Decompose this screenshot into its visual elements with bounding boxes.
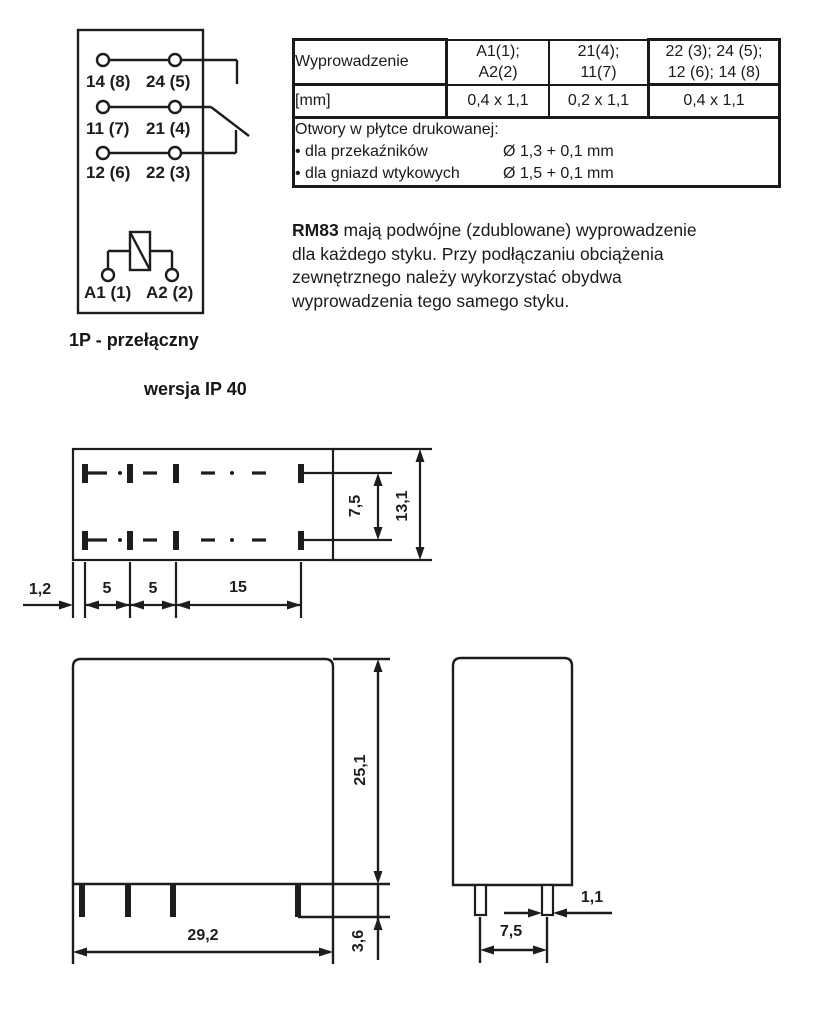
end-view-drawing: [453, 658, 612, 963]
dim-line-row-spacing: [374, 473, 383, 540]
description-line: zewnętrznego należy wykorzystać obydwa: [292, 267, 622, 287]
note-value: Ø 1,3 + 0,1 mm: [503, 143, 614, 160]
end-view-pin: [475, 885, 486, 915]
product-name: RM83: [292, 220, 339, 240]
notes-title: Otwory w płytce drukowanej:: [295, 121, 499, 138]
top-view-drawing: [23, 449, 432, 618]
dim-line-pitch: [23, 601, 301, 610]
description-paragraph: [292, 219, 697, 313]
terminal-circle: [169, 54, 181, 66]
table-notes-row: [294, 118, 780, 187]
header-cell-common-pins: [549, 40, 649, 85]
pin-dimension-table: [292, 38, 781, 188]
dim-line-pin-width: [504, 909, 612, 918]
table-unit-row: [294, 85, 780, 118]
terminal-circle: [169, 147, 181, 159]
dim-label-body-height: 25,1: [352, 754, 369, 786]
dim-label-pin-length: 3,6: [350, 929, 367, 953]
unit-value-cell: 0,2 x 1,1: [549, 85, 649, 118]
version-heading: wersja IP 40: [144, 379, 247, 399]
description-line: dla każdego styku. Przy podłączaniu obciążenia: [292, 243, 664, 264]
terminal-label-24: 24 (5): [146, 72, 191, 91]
dim-label-body-width: 29,2: [187, 927, 219, 944]
dim-line-pin-spacing: [480, 946, 547, 955]
terminal-label-21: 21 (4): [146, 119, 191, 138]
dim-line-height: [416, 449, 425, 560]
description-line: wyprowadzenia tego samego styku.: [292, 290, 570, 311]
dim-label-row-spacing: 7,5: [347, 494, 364, 518]
terminal-circle: [102, 269, 114, 281]
end-view-pin: [542, 885, 553, 915]
dim-label-pitch-a: 5: [102, 580, 112, 597]
terminal-label-22: 22 (3): [146, 163, 191, 182]
terminal-circle: [169, 101, 181, 113]
terminal-label-14: 14 (8): [86, 72, 131, 91]
schematic-caption: 1P - przełączny: [69, 330, 199, 350]
note-label: • dla przekaźników: [295, 143, 428, 160]
side-view-drawing: [73, 659, 390, 964]
coil-label-a1: A1 (1): [84, 283, 132, 302]
dim-line-body-width: [73, 948, 333, 957]
dim-line-body-height: [374, 659, 383, 884]
description-text: mają podwójne (zdublowane) wyprowadzenie: [338, 220, 697, 240]
header-line: 12 (6); 14 (8): [667, 64, 761, 81]
pcb-holes-notes: [294, 118, 780, 187]
pin-row-bottom: [82, 531, 304, 550]
end-view-outline: [453, 658, 572, 885]
table-header-row: [294, 40, 780, 85]
dim-label-edge: 1,2: [28, 581, 52, 598]
terminal-label-11: 11 (7): [86, 119, 130, 138]
terminal-circle: [166, 269, 178, 281]
coil-label-a2: A2 (2): [146, 283, 194, 302]
header-line: A2(2): [478, 64, 518, 81]
terminal-circle: [97, 54, 109, 66]
header-line: 22 (3); 24 (5);: [665, 43, 763, 60]
note-item: [295, 163, 778, 185]
header-line: A1(1);: [476, 43, 520, 60]
dim-label-pitch-c: 15: [229, 579, 247, 596]
unit-value-cell: 0,4 x 1,1: [649, 85, 780, 118]
terminal-circle: [97, 101, 109, 113]
description-line: [292, 219, 697, 243]
header-cell-coil-pins: [447, 40, 550, 85]
header-line: 21(4);: [577, 43, 620, 60]
header-line: 11(7): [580, 64, 617, 81]
terminal-circle: [97, 147, 109, 159]
header-cell-wyprowadzenie: Wyprowadzenie: [294, 40, 447, 85]
switch-armature: [211, 107, 249, 136]
terminal-label-12: 12 (6): [86, 163, 131, 182]
unit-label-cell: [mm]: [294, 85, 447, 118]
dim-label-pin-spacing: 7,5: [499, 923, 523, 940]
dim-label-height: 13,1: [394, 490, 411, 522]
note-label: • dla gniazd wtykowych: [295, 165, 460, 182]
header-cell-contact-pins: [649, 40, 780, 85]
unit-value-cell: 0,4 x 1,1: [447, 85, 550, 118]
dim-label-pin-width: 1,1: [580, 889, 604, 906]
coil-symbol: [102, 232, 178, 281]
note-item: [295, 141, 778, 163]
dim-label-pitch-b: 5: [148, 580, 158, 597]
note-value: Ø 1,5 + 0,1 mm: [503, 165, 614, 182]
top-view-outline: [73, 449, 333, 560]
side-view-pins: [79, 884, 301, 917]
side-view-outline: [73, 659, 333, 884]
dim-line-pin-length: [374, 884, 383, 960]
pin-row-top: [82, 464, 304, 483]
